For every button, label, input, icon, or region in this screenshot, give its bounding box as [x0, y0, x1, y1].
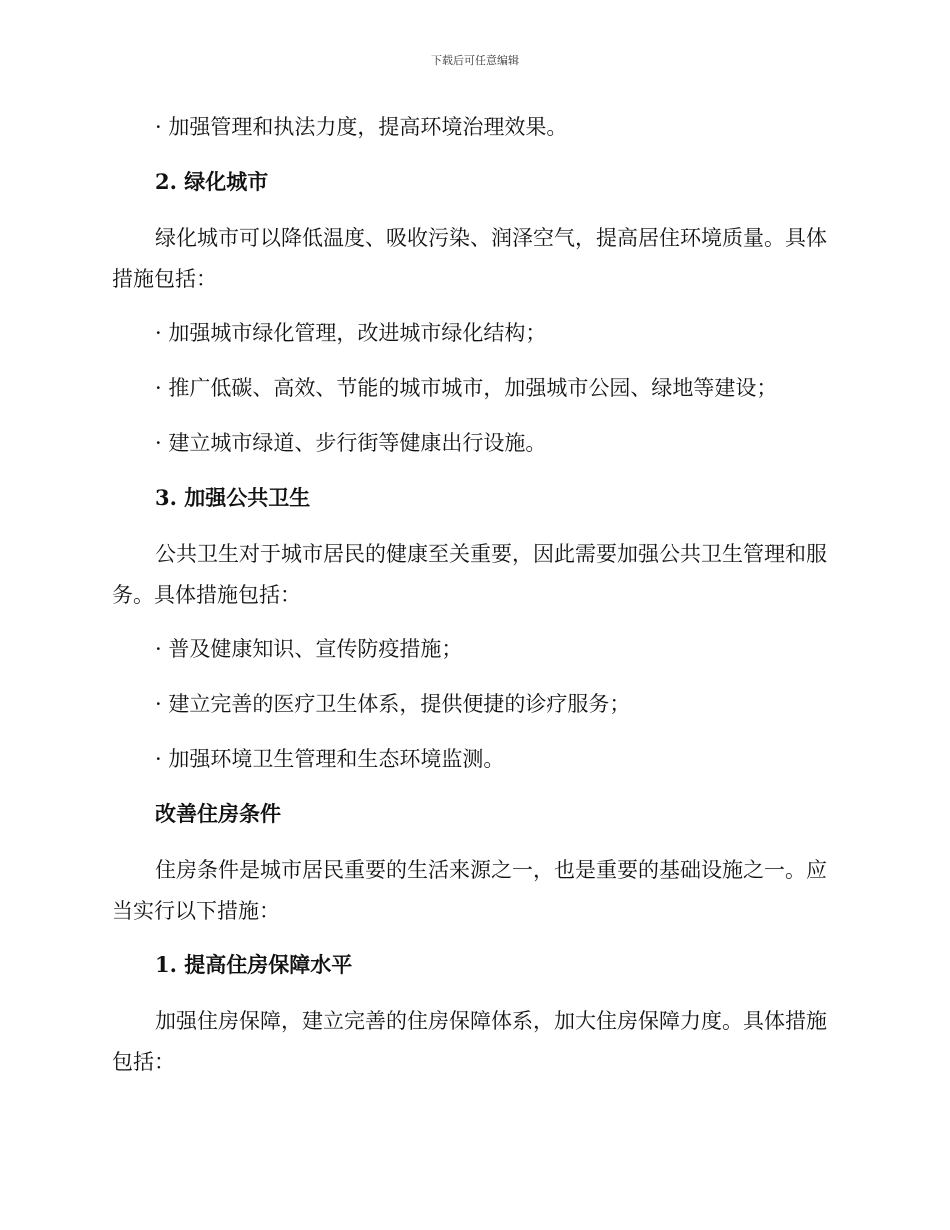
bullet-item: · 建立完善的医疗卫生体系，提供便捷的诊疗服务；: [155, 692, 631, 716]
document-body: [112, 108, 832, 1097]
bullet-item: · 加强环境卫生管理和生态环境监测。: [155, 747, 505, 771]
paragraph: 绿化城市可以降低温度、吸收污染、润泽空气，提高居住环境质量。具体措施包括：: [112, 226, 827, 291]
bullet-item: · 建立城市绿道、步行街等健康出行设施。: [155, 431, 547, 455]
page-header-note: 下载后可任意编辑: [431, 54, 519, 67]
section-heading-housing-security: 1. 提高住房保障水平: [155, 952, 353, 977]
bullet-item: · 推广低碳、高效、节能的城市城市，加强城市公园、绿地等建设；: [155, 376, 778, 400]
section-heading-housing: 改善住房条件: [155, 801, 281, 826]
paragraph: 加强住房保障，建立完善的住房保障体系，加大住房保障力度。具体措施包括：: [112, 1009, 827, 1074]
bullet-item: · 加强管理和执法力度，提高环境治理效果。: [155, 115, 568, 139]
bullet-item: · 加强城市绿化管理，改进城市绿化结构；: [155, 321, 547, 345]
paragraph: 公共卫生对于城市居民的健康至关重要，因此需要加强公共卫生管理和服务。具体措施包括：: [112, 542, 827, 607]
section-heading-public-health: 3. 加强公共卫生: [155, 485, 311, 510]
section-heading-greening: 2. 绿化城市: [155, 169, 269, 194]
bullet-item: · 普及健康知识、宣传防疫措施；: [155, 637, 463, 661]
paragraph: 住房条件是城市居民重要的生活来源之一，也是重要的基础设施之一。应当实行以下措施：: [112, 858, 827, 923]
